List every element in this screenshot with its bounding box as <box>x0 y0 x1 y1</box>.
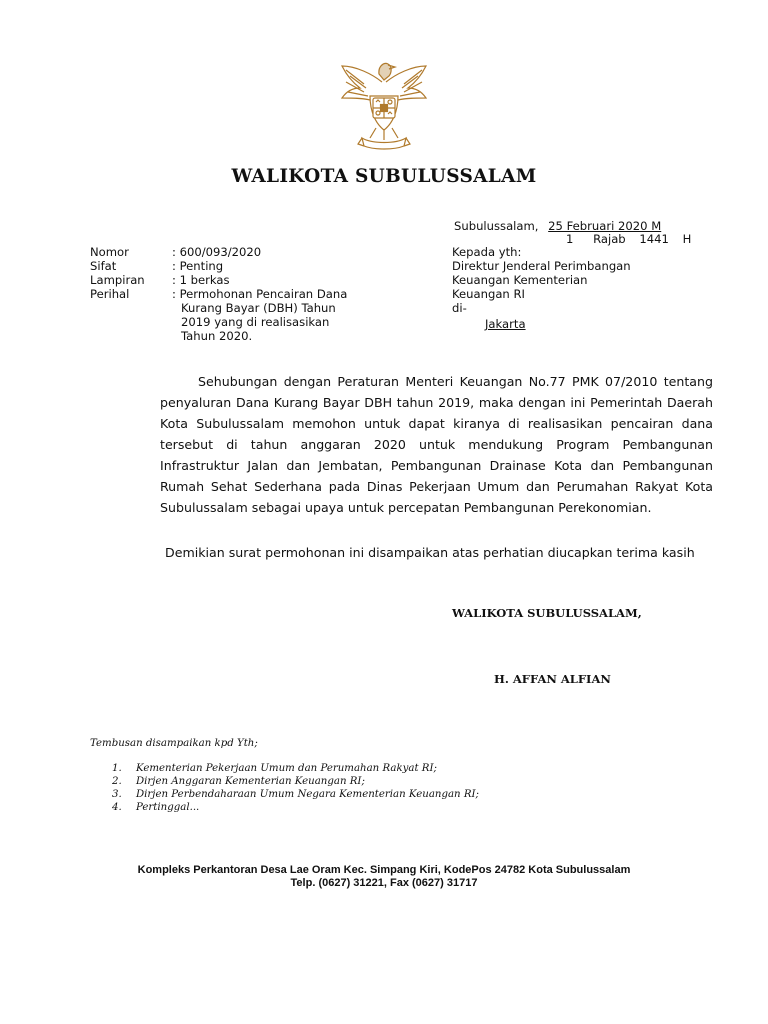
cc-num: 4. <box>112 802 122 813</box>
perihal-continuation <box>90 301 347 343</box>
hijri-suffix: H <box>682 232 692 246</box>
cc-text: Dirjen Perbendaharaan Umum Negara Kementerian Keuangan RI; <box>136 789 479 800</box>
field-lampiran <box>90 273 347 287</box>
recipient-line: Keuangan RI <box>452 287 525 301</box>
body-paragraph-1: Sehubungan dengan Peraturan Menteri Keuangan No.77 PMK 07/2010 tentang penyaluran Dana Kurang Bayar DBH tahun 2019, maka dengan ini Pemerintah Daerah Kota Subulussalam memohon untuk dapat kiranya di realisasikan pencairan dana tersebut di tahun anggaran 2020 untuk mendukung Program Pembangunan Infrastruktur Jalan dan Jembatan, Pembangunan Drainase Kota dan Pembangunan Rumah Sehat Sederhana pada Dinas Pekerjaan Umum dan Perumahan Rakyat Kota Subulussalam sebagai upaya untuk percepatan Pembangunan Perekonomian. <box>160 374 713 515</box>
cc-num: 1. <box>112 763 122 774</box>
letter-fields <box>90 245 347 343</box>
date-gregorian: 25 Februari 2020 M <box>548 219 662 233</box>
footer-address: Kompleks Perkantoran Desa Lae Oram Kec. Simpang Kiri, KodePos 24782 Kota Subulussalam <box>137 864 631 876</box>
field-label: Perihal <box>90 287 130 301</box>
cc-num: 3. <box>112 789 122 800</box>
date-place: Subulussalam, <box>454 219 539 233</box>
recipient-intro: Kepada yth: <box>452 245 522 259</box>
cc-text: Pertinggal... <box>136 802 200 813</box>
perihal-line: 2019 yang di realisasikan <box>181 315 330 329</box>
perihal-line: Kurang Bayar (DBH) Tahun <box>181 301 336 315</box>
signature-office: WALIKOTA SUBULUSSALAM, <box>452 606 642 620</box>
recipient-di: di- <box>452 301 467 315</box>
signature-name: H. AFFAN ALFIAN <box>494 672 611 686</box>
recipient-city: Jakarta <box>485 317 526 331</box>
perihal-line: Tahun 2020. <box>181 329 253 343</box>
field-value: : Penting <box>172 259 224 273</box>
field-perihal <box>90 287 347 301</box>
field-value: : 600/093/2020 <box>172 245 262 259</box>
cc-item <box>112 775 479 788</box>
cc-item <box>112 762 479 775</box>
field-value: : Permohonan Pencairan Dana <box>172 287 348 301</box>
field-sifat <box>90 259 347 273</box>
cc-item <box>112 788 479 801</box>
cc-text: Dirjen Anggaran Kementerian Keuangan RI; <box>136 776 365 787</box>
field-value: : 1 berkas <box>172 273 230 287</box>
recipient-block <box>452 245 631 331</box>
recipient-line: Direktur Jenderal Perimbangan <box>452 259 631 273</box>
cc-intro: Tembusan disampaikan kpd Yth; <box>90 738 258 749</box>
garuda-emblem-icon <box>334 52 434 152</box>
field-label: Sifat <box>90 259 117 273</box>
hijri-month: Rajab <box>593 232 626 246</box>
date-hijri <box>566 232 691 246</box>
recipient-line: Keuangan Kementerian <box>452 273 588 287</box>
field-label: Nomor <box>90 245 129 259</box>
hijri-day: 1 <box>566 232 574 246</box>
letterhead-title: WALIKOTA SUBULUSSALAM <box>231 166 537 187</box>
cc-num: 2. <box>112 776 122 787</box>
cc-text: Kementerian Pekerjaan Umum dan Perumahan Rakyat RI; <box>136 763 437 774</box>
footer-phone: Telp. (0627) 31221, Fax (0627) 31717 <box>290 877 478 889</box>
date-line <box>454 219 661 233</box>
hijri-year: 1441 <box>639 232 669 246</box>
cc-item <box>112 801 479 814</box>
cc-list <box>112 762 479 814</box>
body-paragraph-2: Demikian surat permohonan ini disampaikan atas perhatian diucapkan terima kasih <box>165 545 695 560</box>
field-label: Lampiran <box>90 273 145 287</box>
field-nomor <box>90 245 347 259</box>
